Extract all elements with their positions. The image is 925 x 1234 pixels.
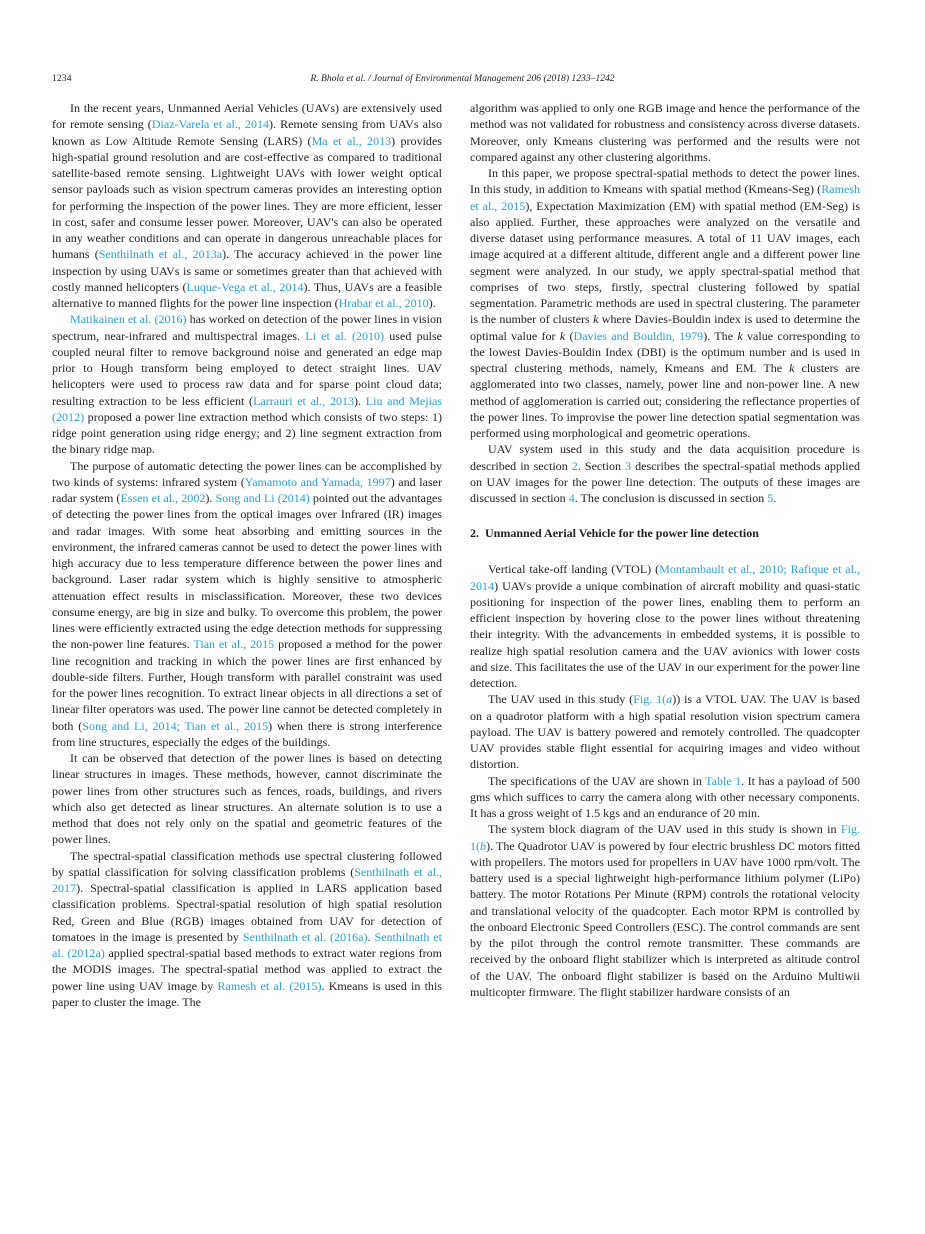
citation-link[interactable]: Ramesh et al. (2015) [217, 978, 322, 993]
citation-link[interactable]: Yamamoto and Yamada, 1997 [244, 474, 391, 489]
citation-link[interactable]: Senthilnath et al. (2016a) [242, 929, 368, 944]
citation-link[interactable]: Davies and Bouldin, 1979 [573, 328, 704, 343]
paragraph: It can be observed that detection of the power lines is based on detecting linear structures in images. These methods, however, cannot discriminate the power lines from other structures such as fences, roads, buildings, and rivers which also get detected as linear structures. An alternate solution is to use a method that does not rely only on the spatial and geometric features of the power lines. [52, 751, 442, 847]
paragraph: Matikainen et al. (2016) has worked on detection of the power lines in vision spectrum, near-infrared and multispectral images. Li et al. (2010) used pulse coupled neural filter to remove background noise and generated an edge map prior to Hough transform being employed to detect straight lines. UAV helicopters were used to process raw data and for sparse point cloud data; resulting extraction to be less efficient (Larrauri et al., 2013). Liu and Mejias (2012) proposed a power line extraction method which consists of two steps: 1) ridge point generation using ridge energy; and 2) line segment extraction from the binary ridge map. [52, 312, 443, 457]
section-link[interactable]: 3 [625, 458, 632, 473]
page-number: 1234 [52, 73, 72, 84]
citation-link[interactable]: Diaz-Varela et al., 2014 [151, 117, 270, 132]
citation-link[interactable]: Montambault et al., 2010; Rafique et al., 2014 [470, 562, 860, 593]
citation-link[interactable]: Hrabar et al., 2010 [338, 296, 429, 310]
paragraph: In the recent years, Unmanned Aerial Vehicles (UAVs) are extensively used for remote sensing (Diaz-Varela et al., 2014). Remote sensing from UAVs also known as Low Altitude Remote Sensing (LARS) (Ma et al., 2013) provides high-spatial ground resolution and are cost-effective as compared to traditional satellite-based remote sensing. Lightweight UAVs with lower weight optical sensor payloads such as vision spectrum cameras provides an interesting option for performing the inspection of the power lines. They are more efficient, lesser in cost, safer and consume lesser power. Moreover, UAV's can also be operated in any weather conditions and can operate in dangerous unreachable places for humans (Senthilnath et al., 2013a). The accuracy achieved in the power line inspection by using UAVs is same or sometimes greater than that achieved with costly manned helicopters (Luque-Vega et al., 2014). Thus, UAVs are a feasible alternative to manned flights for the power line inspection (Hrabar et al., 2010). [52, 101, 443, 310]
paragraph: The purpose of automatic detecting the power lines can be accomplished by two kinds of systems: infrared system (Yamamoto and Yamada, 1997) and laser radar system (Essen et al., 2002). Song and Li (2014) pointed out the advantages of detecting the power lines from the optical images over Infrared (IR) images and radar images. With some heat absorbing and emitting sources in the environment, the infrared cameras cannot be used to detect the power lines with high accuracy due to less temperature difference between the power lines and background. Laser radar system which is highly sensitive to atmospheric attenuation effect results in misclassification. Moreover, these two devices consume energy, are big in size and bulky. To overcome this problem, the power lines were efficiently extracted using the edge detection methods for suppressing the non-power line features. Tian et al., 2015 proposed a method for the power line recognition and tracking in which the power lines are first enhanced by double-side filters. Further, Hough transform with parallel constraint was used for the power lines recognition. To extract linear objects in all directions a set of linear filter operators was used. The power line cannot be detected completely in both (Song and Li, 2014; Tian et al., 2015) when there is strong interference from line structures, especially the edges of the buildings. [52, 458, 443, 749]
citation-link[interactable]: Luque-Vega et al., 2014 [186, 279, 304, 294]
right-column [470, 100, 860, 1000]
paragraph: The specifications of the UAV are shown in Table 1. It has a payload of 500 gms which suffices to carry the camera along with other necessary components. It has a gross weight of 1.5 kgs and an endurance of 20 min. [470, 773, 860, 820]
citation-link[interactable]: Li et al. (2010) [305, 328, 385, 343]
citation-link[interactable]: Liu and Mejias (2012) [52, 393, 442, 424]
figure-link[interactable]: (a [662, 692, 673, 707]
section-title: Unmanned Aerial Vehicle for the power line detection [485, 526, 759, 541]
figure-link[interactable]: Fig. 1 [633, 692, 663, 707]
citation-link[interactable]: Senthilnath et al., 2013a [98, 247, 223, 262]
paragraph: algorithm was applied to only one RGB image and hence the performance of the method was not validated for robustness and consistency across diverse datasets. Moreover, only Kmeans clustering was performed and the results were not compared against any other clustering algorithms. [470, 101, 860, 164]
paragraph: Vertical take-off landing (VTOL) (Montambault et al., 2010; Rafique et al., 2014) UAVs provide a unique combination of aircraft mobility and quasi-static positioning for inspection of the power lines, enabling them to perform an efficient inspection by hovering close to the power lines without threatening their integrity. With the advancements in embedded systems, it is possible to realize high spatial resolution camera and the UAV avionics with lower costs and size. This facilitates the use of the UAV in our experiment for the power line detection. [470, 562, 860, 690]
figure-link[interactable]: (b [476, 838, 487, 853]
citation-link[interactable]: Essen et al., 2002 [120, 491, 206, 505]
left-column [52, 100, 442, 1010]
citation-link[interactable]: Ramesh et al., 2015 [470, 182, 860, 213]
paragraph: The UAV used in this study (Fig. 1(a)) is a VTOL UAV. The UAV is based on a quadrotor platform with a high spatial resolution vision spectrum camera payload. The UAV is battery powered and remotely controlled. The quadcopter UAV provides stable flight essential for acquiring images and video without distortion. [470, 692, 861, 772]
citation-link[interactable]: Senthilnath et al. (2012a) [52, 929, 442, 960]
citation-link[interactable]: Tian et al., 2015 [193, 637, 275, 652]
section-number: 2. [470, 526, 479, 541]
citation-link[interactable]: Matikainen et al. (2016) [70, 312, 187, 327]
figure-link[interactable]: Fig. 1 [470, 822, 860, 853]
citation-link[interactable]: Larrauri et al., 2013 [253, 393, 355, 408]
table-link[interactable]: Table 1 [705, 773, 742, 788]
section-link[interactable]: 5 [767, 491, 774, 505]
citation-link[interactable]: Song and Li (2014) [215, 491, 310, 505]
paragraph: In this paper, we propose spectral-spatial methods to detect the power lines. In this study, in addition to Kmeans with spatial method (Kmeans-Seg) (Ramesh et al., 2015), Expectation Maximization (EM) with spatial method (EM-Seg) is also applied. Further, these approaches were analyzed on the versatile and diverse dataset using performance measures. A total of 11 UAV images, each image acquired at a different altitude, different angle and a different power line segment were analyzed. In our study, we apply spectral-spatial method that comprises of two steps, firstly, spectral clustering followed by spatial segmentation. Parametric methods are used in spectral clustering. The parameter is the number of clusters k where Davies-Bouldin index is used to determine the optimal value for k (Davies and Bouldin, 1979). The k value corresponding to the lowest Davies-Bouldin Index (DBI) is the optimum number and is used in spectral clustering methods, namely, Kmeans and EM. The k clusters are agglomerated into two classes, namely, power line and non-power line. A new method of agglomeration is carried out; considering the reflectance properties of the power lines. To improvise the power line detection spatial segmentation was performed using morphological and geometric operations. [470, 166, 861, 440]
citation-link[interactable]: Ma et al., 2013 [311, 133, 392, 148]
citation-link[interactable]: Senthilnath et al., 2017 [52, 864, 443, 895]
running-head: R. Bhola et al. / Journal of Environmental Management 206 (2018) 1233–1242 [310, 73, 615, 84]
citation-link[interactable]: Song and Li, 2014; Tian et al., 2015 [82, 718, 269, 733]
paragraph: The spectral-spatial classification methods use spectral clustering followed by spatial classification for solving classification problems (Senthilnath et al., 2017). Spectral-spatial classification is applied in LARS application based classification problems. Spectral-spatial resolution of high spatial resolution Red, Green and Blue (RGB) images obtained from UAV for detection of tomatoes in the image is presented by Senthilnath et al. (2016a). Senthilnath et al. (2012a) applied spectral-spatial based methods to extract water regions from the MODIS images. The spectral-spatial method was applied to extract the power line using UAV image by Ramesh et al. (2015). Kmeans is used in this paper to cluster the image. The [52, 848, 443, 1009]
section-link[interactable]: 2 [571, 458, 578, 473]
paragraph: The system block diagram of the UAV used in this study is shown in Fig. 1(b). The Quadrotor UAV is powered by four electric brushless DC motors fitted with propellers. The motors used for propellers in UAV have 1000 rpm/volt. The battery used is a special lightweight high-performance lithium polymer (LiPo) battery. The motor Rotations Per Minute (RPM) controls the rotational velocity and translational velocity of the quadcopter. Each motor RPM is controlled by the onboard Electronic Speed Controllers (ESC). The control commands are sent by the pilot through the control remote transmitter. These commands are received by the onboard flight stabilizer which is interpreted as altitude control of the UAV. The onboard flight stabilizer is based on the Arduino Multiwii multicopter firmware. The flight stabilizer hardware consists of an [470, 822, 860, 999]
paragraph: UAV system used in this study and the data acquisition procedure is described in section 2. Section 3 describes the spectral-spatial methods applied on UAV images for the power line detection. The outputs of these images are discussed in section 4. The conclusion is discussed in section 5. [470, 442, 861, 505]
section-link[interactable]: 4 [568, 491, 575, 505]
section-heading [470, 525, 860, 541]
